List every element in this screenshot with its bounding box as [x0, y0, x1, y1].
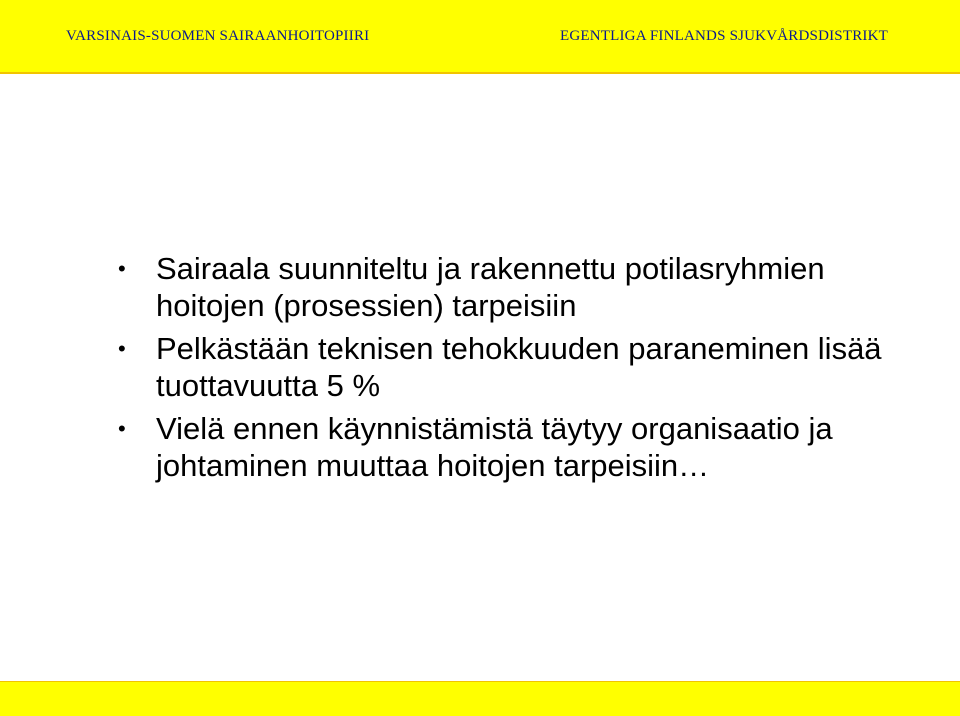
header-band	[0, 0, 960, 74]
bullet-dot-icon: •	[118, 336, 126, 361]
bullet-list	[118, 250, 918, 490]
left-organization-name: VARSINAIS-SUOMEN SAIRAANHOITOPIIRI	[66, 28, 370, 44]
bullet-item	[118, 410, 918, 484]
bullet-text: Pelkästään teknisen tehokkuuden paraneminen lisää tuottavuutta 5 %	[156, 331, 882, 403]
bullet-item	[118, 250, 918, 324]
bullet-dot-icon: •	[118, 416, 126, 441]
bullet-text: Sairaala suunniteltu ja rakennettu potilasryhmien hoitojen (prosessien) tarpeisiin	[156, 251, 825, 323]
bullet-item	[118, 330, 918, 404]
footer-band	[0, 681, 960, 716]
right-organization-name: EGENTLIGA FINLANDS SJUKVÅRDSDISTRIKT	[559, 28, 888, 44]
bullet-dot-icon: •	[118, 256, 126, 281]
bullet-text: Vielä ennen käynnistämistä täytyy organisaatio ja johtaminen muuttaa hoitojen tarpeisiin…	[156, 411, 833, 483]
